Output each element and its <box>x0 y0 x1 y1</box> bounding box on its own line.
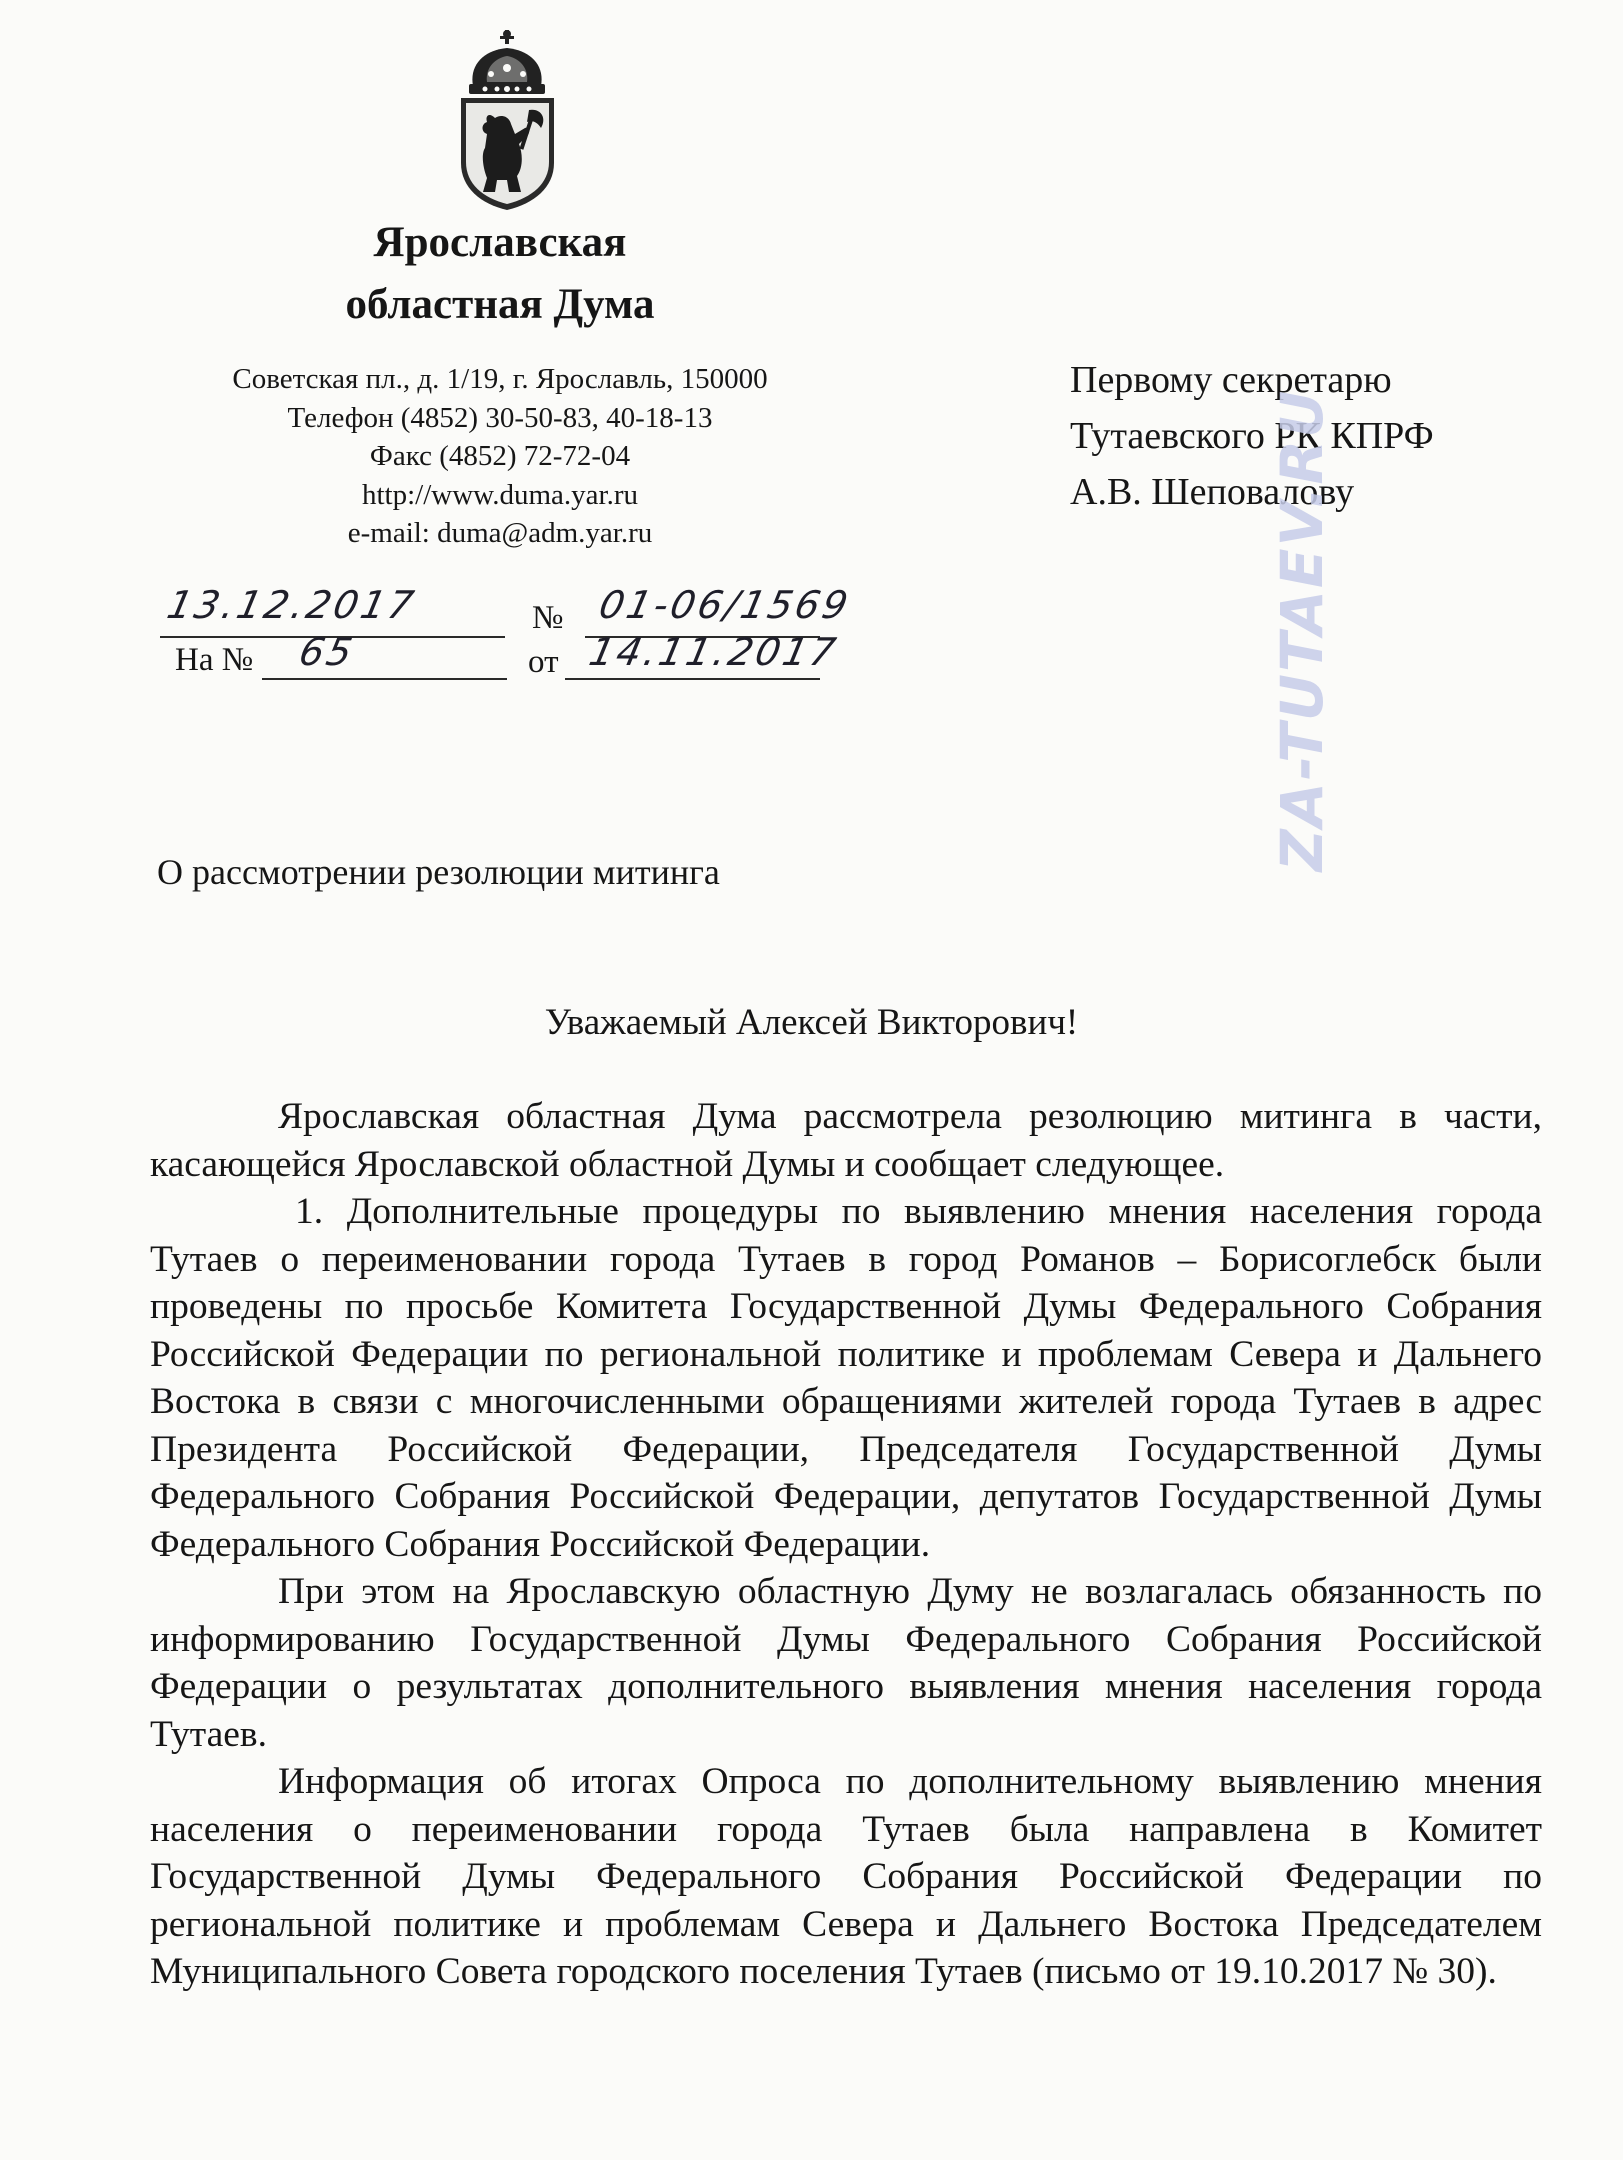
letterhead-contacts <box>170 360 830 553</box>
letter-body <box>150 1093 1542 1996</box>
recipient-line1: Первому секретарю <box>1070 359 1392 401</box>
phone: Телефон (4852) 30-50-83, 40-18-13 <box>287 401 713 434</box>
from-date: 14.11.2017 <box>585 630 843 674</box>
address: Советская пл., д. 1/19, г. Ярославль, 150000 <box>232 363 768 395</box>
site-watermark <box>1268 388 1530 1020</box>
from-label: от <box>528 644 559 680</box>
organization-name <box>230 212 770 336</box>
reply-to-label: На № <box>175 642 254 678</box>
email: e-mail: duma@adm.yar.ru <box>347 517 653 549</box>
watermark-text: ZA-TUTAEV.RU <box>1268 388 1336 872</box>
paragraph-2: 1. Дополнительные процедуры по выявлению мнения населения города Тутаев о переименовании города Тутаев в город Романов – Борисоглебск были проведены по просьбе Комитета Государственной Думы Федерального Собрания Российской Федерации по региональной политике и проблемам Севера и Дальнего Востока в связи с многочисленными обращениями жителей города Тутаев в адрес Президента Российской Федерации, Председателя Государственной Думы Федерального Собрания Российской Федерации, депутатов Государственной Думы Федерального Собрания Российской Федерации. <box>150 1191 1542 1565</box>
registration-date: 13.12.2017 <box>163 583 421 627</box>
letter-subject: О рассмотрении резолюции митинга <box>157 852 720 892</box>
organization-name-line2: областная Дума <box>345 281 655 328</box>
recipient-line3: А.В. Шеповалову <box>1070 471 1355 513</box>
recipient-line2: Тутаевского РК КПРФ <box>1070 415 1434 457</box>
paragraph-1: Ярославская областная Дума рассмотрела резолюцию митинга в части, касающейся Ярославской областной Думы и сообщает следующее. <box>150 1096 1542 1185</box>
paragraph-4: Информация об итогах Опроса по дополнительному выявлению мнения населения о переименовании города Тутаев была направлена в Комитет Государственной Думы Федерального Собрания Российской Федерации по региональной политике и проблемам Севера и Дальнего Востока Председателем Муниципального Совета городского поселения Тутаев (письмо от 19.10.2017 № 30). <box>150 1761 1542 1992</box>
coat-of-arms-icon <box>455 28 560 213</box>
organization-name-line1: Ярославская <box>373 219 627 266</box>
reply-to-underline <box>262 678 507 680</box>
website: http://www.duma.yar.ru <box>362 478 638 511</box>
reply-to-number: 65 <box>295 630 360 674</box>
from-date-underline <box>565 678 820 680</box>
salutation: Уважаемый Алексей Викторович! <box>544 1002 1079 1043</box>
fax: Факс (4852) 72-72-04 <box>369 440 631 472</box>
registration-number: 01-06/1569 <box>595 583 855 627</box>
paragraph-3: При этом на Ярославскую областную Думу не возлагалась обязанность по информированию Государственной Думы Федерального Собрания Российской Федерации о результатах дополнительного выявления мнения населения города Тутаев. <box>150 1571 1542 1755</box>
number-sign: № <box>532 600 564 636</box>
